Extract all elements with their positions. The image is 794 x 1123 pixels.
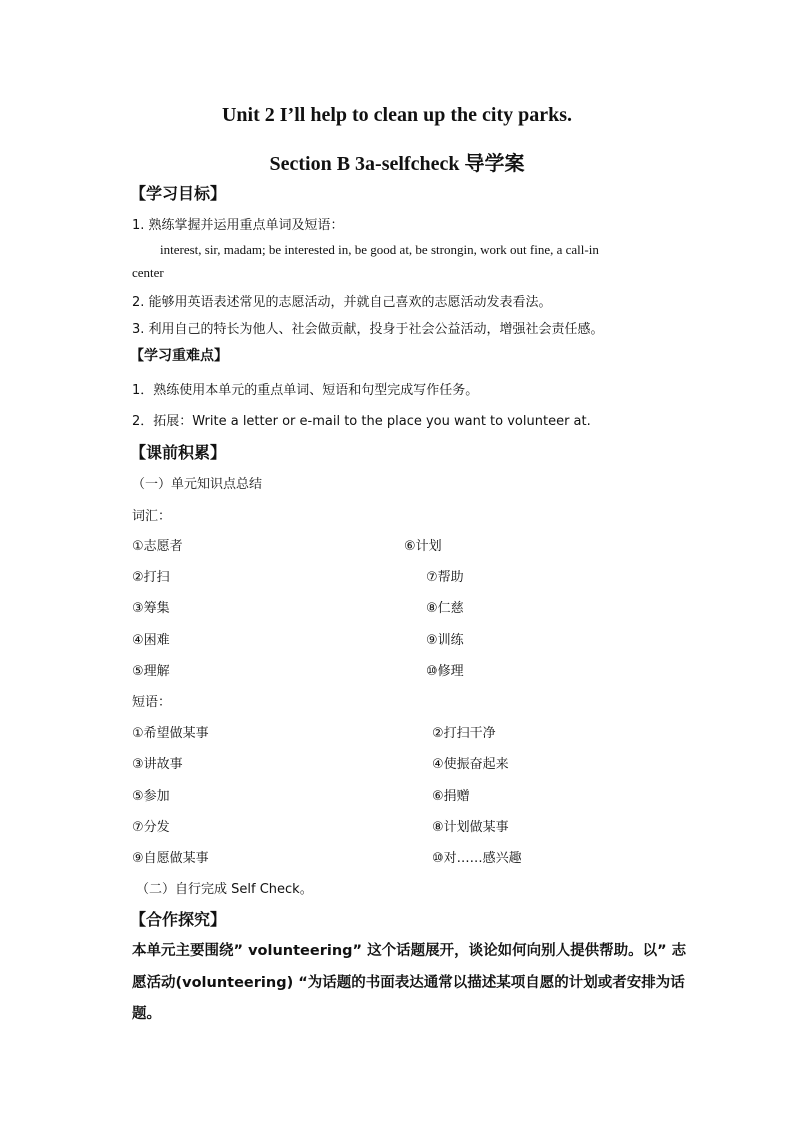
- cooperation-heading: 【合作探究】: [130, 910, 227, 929]
- vocab-item: ③筹集: [132, 601, 170, 616]
- phrase-item: ⑥捐赠: [432, 789, 470, 804]
- phrase-item: ③讲故事: [132, 757, 183, 772]
- phrase-item: ①希望做某事: [132, 726, 209, 741]
- title-line-2: Section B 3a-selfcheck 导学案: [269, 153, 525, 175]
- key-points-heading: 【学习重难点】: [130, 348, 228, 364]
- vocab-item: ⑥计划: [404, 539, 442, 554]
- cooperation-line-3: 题。: [132, 1006, 161, 1022]
- phrase-item: ②打扫干净: [432, 726, 496, 741]
- vocab-label: 词汇：: [132, 509, 172, 524]
- objective-3: 3. 利用自己的特长为他人、社会做贡献，投身于社会公益活动，增强社会责任感。: [132, 322, 604, 337]
- vocab-item: ⑤理解: [132, 664, 170, 679]
- phrase-item: ⑨自愿做某事: [132, 851, 209, 866]
- vocab-item: ⑧仁慈: [426, 601, 464, 616]
- preview-section-1: （一）单元知识点总结: [132, 477, 263, 492]
- title-line-1: Unit 2 I’ll help to clean up the city parks.: [221, 104, 573, 126]
- phrase-item: ⑦分发: [132, 820, 170, 835]
- objective-1: 1. 熟练掌握并运用重点单词及短语：: [132, 218, 344, 233]
- objective-1-words-cont: center: [132, 265, 164, 280]
- objective-2: 2. 能够用英语表述常见的志愿活动，并就自己喜欢的志愿活动发表看法。: [132, 295, 552, 310]
- vocab-item: ⑦帮助: [426, 570, 464, 585]
- preview-section-2: （二）自行完成 Self Check。: [136, 882, 313, 897]
- phrase-item: ⑧计划做某事: [432, 820, 509, 835]
- vocab-item: ⑨训练: [426, 633, 464, 648]
- objectives-heading: 【学习目标】: [130, 184, 227, 203]
- vocab-item: ①志愿者: [132, 539, 183, 554]
- key-point-2: 2．拓展：Write a letter or e-mail to the place you want to volunteer at.: [132, 414, 591, 429]
- vocab-item: ④困难: [132, 633, 170, 648]
- phrase-label: 短语：: [132, 695, 172, 710]
- phrase-item: ④使振奋起来: [432, 757, 509, 772]
- vocab-item: ②打扫: [132, 570, 170, 585]
- preview-heading: 【课前积累】: [130, 443, 227, 462]
- objective-1-words: interest, sir, madam; be interested in, be good at, be strongin, work out fine, a call-in: [160, 242, 599, 257]
- cooperation-line-2: 愿活动(volunteering) “为话题的书面表达通常以描述某项自愿的计划或者安排为话: [132, 975, 685, 991]
- cooperation-line-1: 本单元主要围绕” volunteering” 这个话题展开，谈论如何向别人提供帮助。以” 志: [132, 943, 687, 959]
- vocab-item: ⑩修理: [426, 664, 464, 679]
- phrase-item: ⑩对……感兴趣: [432, 851, 522, 866]
- phrase-item: ⑤参加: [132, 789, 170, 804]
- key-point-1: 1．熟练使用本单元的重点单词、短语和句型完成写作任务。: [132, 383, 479, 398]
